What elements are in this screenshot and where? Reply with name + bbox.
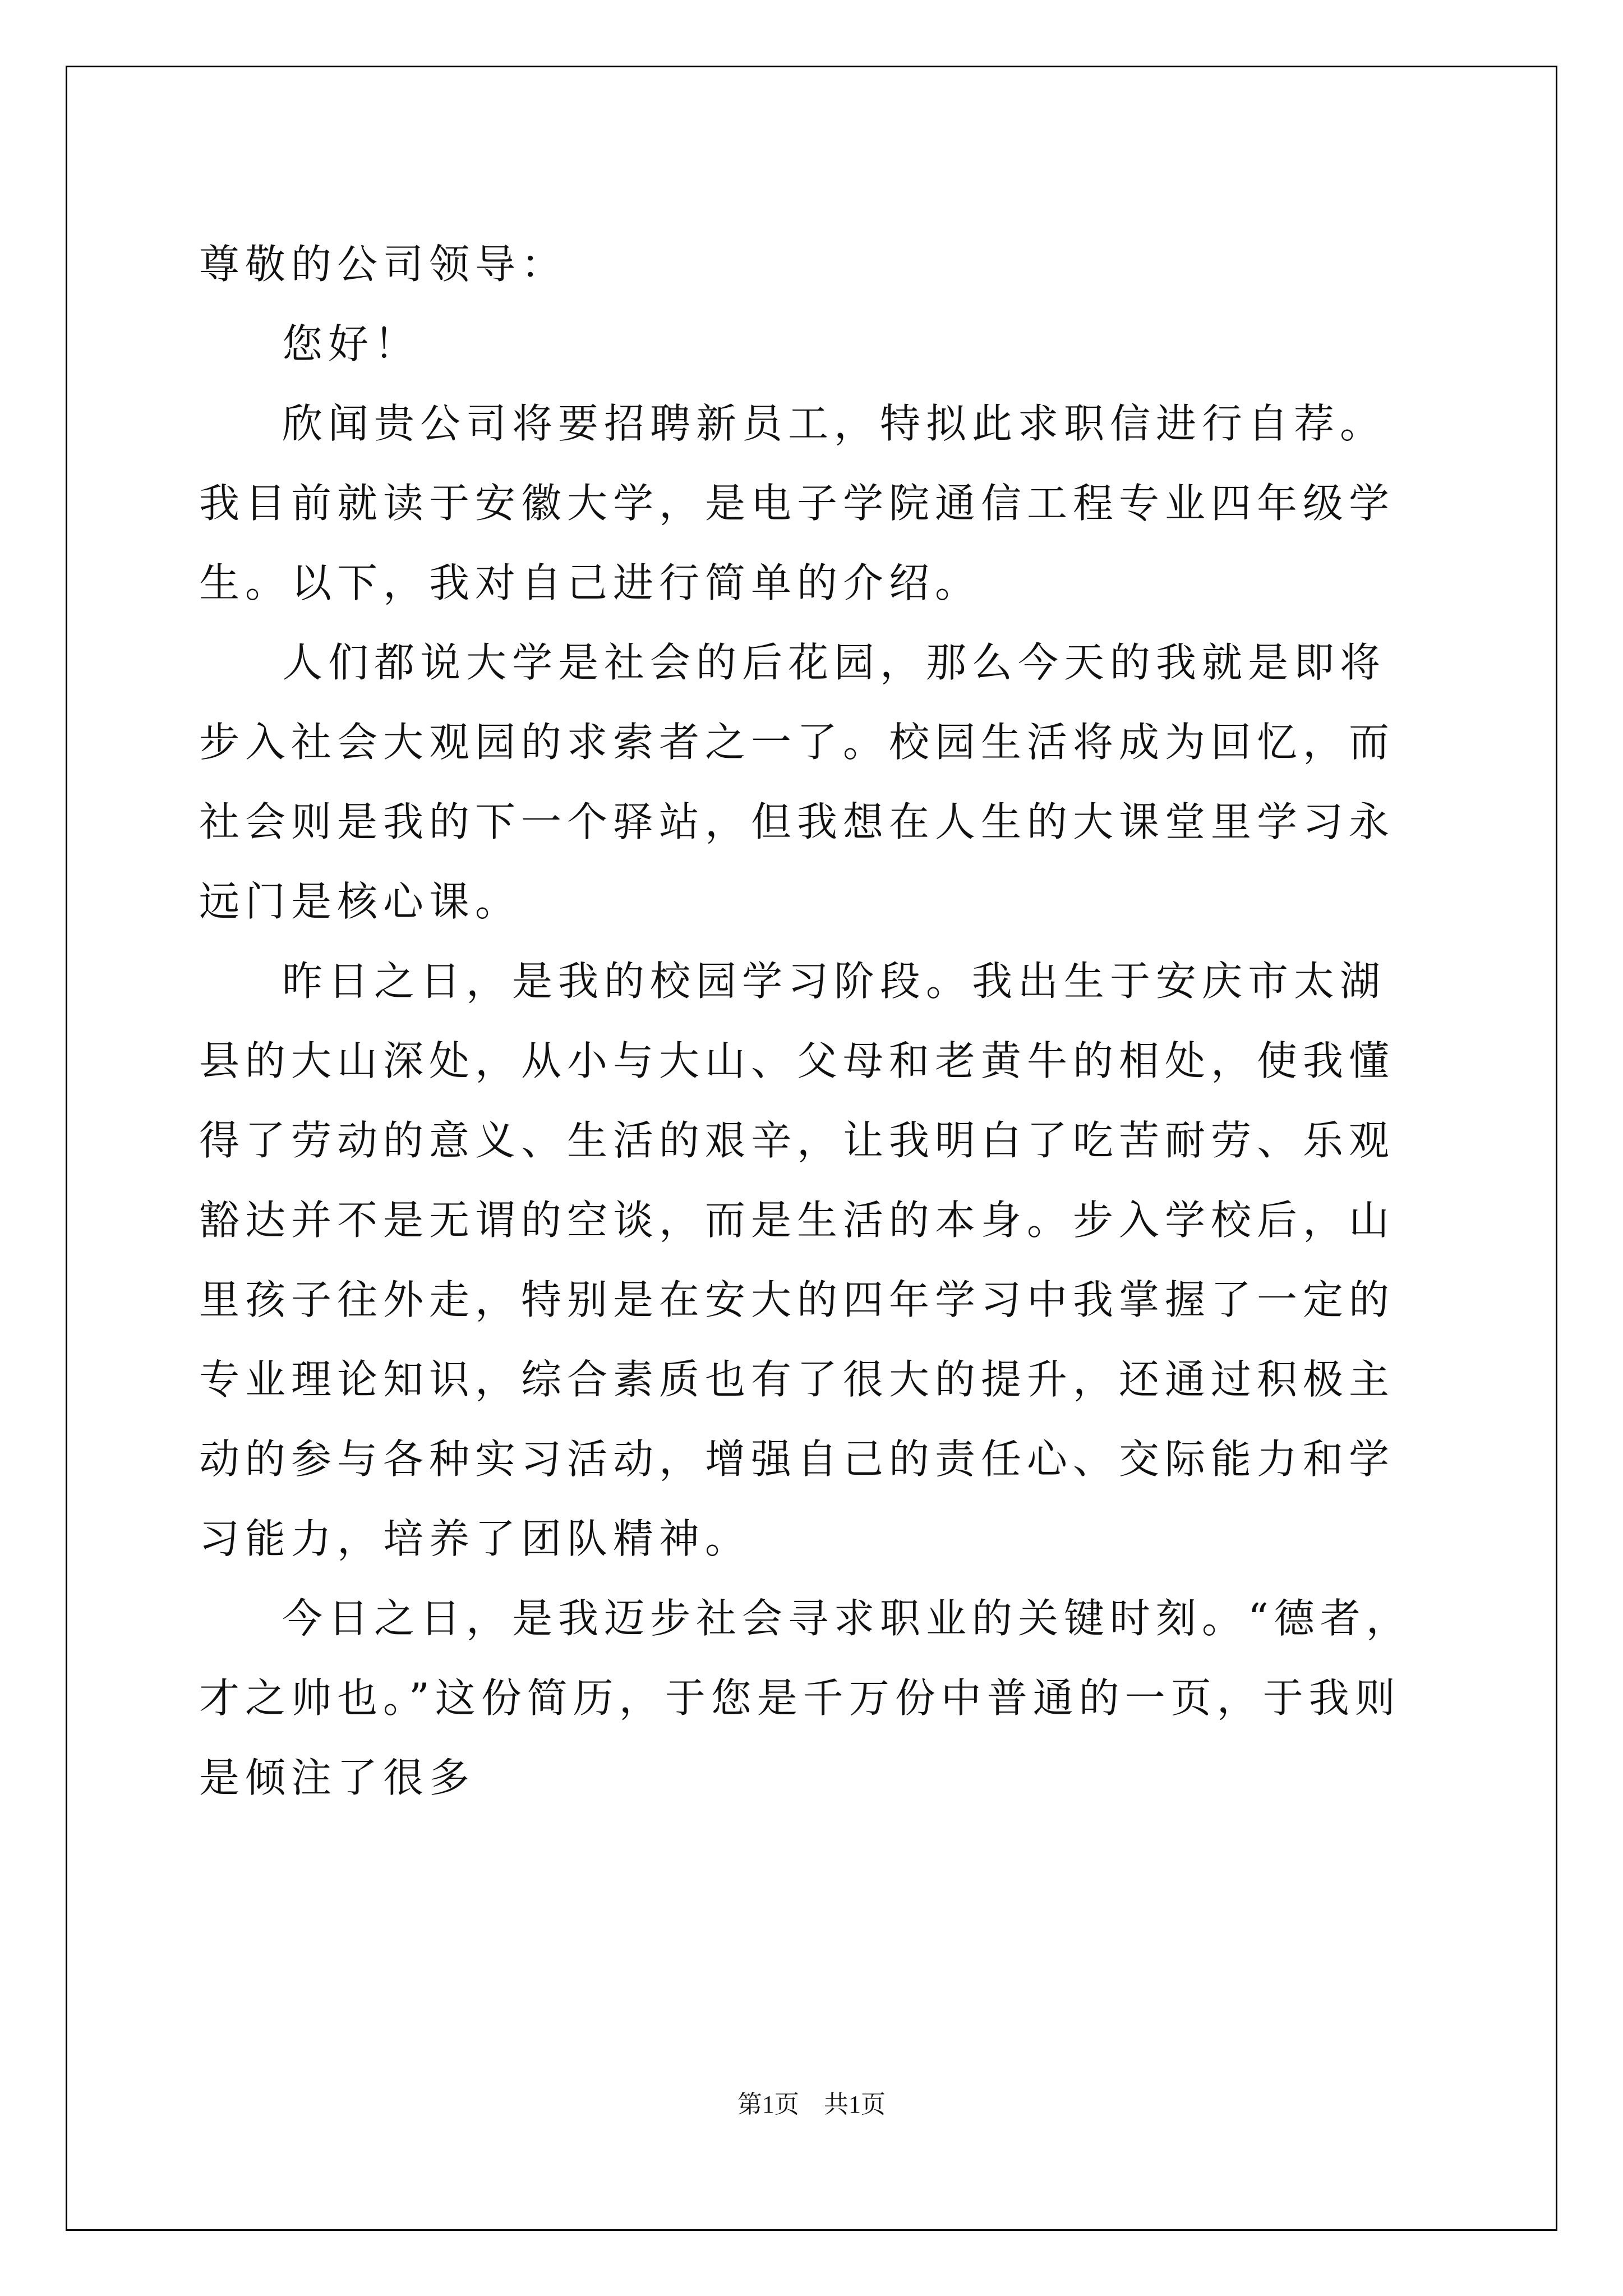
paragraph-today: 今日之日，是我迈步社会寻求职业的关键时刻。“德者，才之帅也。”这份简历，于您是千万份中普通的一页，于我则是倾注了很多 (199, 1595, 1412, 1801)
paragraph-intro: 欣闻贵公司将要招聘新员工，特拟此求职信进行自荐。我目前就读于安徽大学，是电子学院通信工程专业四年级学生。以下，我对自己进行简单的介绍。 (199, 400, 1395, 606)
greeting: 您好！ (282, 320, 421, 367)
salutation: 尊敬的公司领导： (199, 241, 568, 288)
page-footer: 第1页 共1页 (737, 2091, 886, 2118)
paragraph-yesterday: 昨日之日，是我的校园学习阶段。我出生于安庆市太湖县的大山深处，从小与大山、父母和老黄牛的相处，使我懂得了劳动的意义、生活的艰辛，让我明白了吃苦耐劳、乐观豁达并不是无谓的空谈，而是生活的本身。步入学校后，山里孩子往外走，特别是在安大的四年学习中我掌握了一定的专业理论知识，综合素质也有了很大的提升，还通过积极主动的参与各种实习活动，增强自己的责任心、交际能力和学习能力，培养了团队精神。 (199, 958, 1395, 1562)
letter-body (199, 224, 1427, 1818)
paragraph-society: 人们都说大学是社会的后花园，那么今天的我就是即将步入社会大观园的求索者之一了。校园生活将成为回忆，而社会则是我的下一个驿站，但我想在人生的大课堂里学习永远门是核心课。 (199, 639, 1395, 925)
